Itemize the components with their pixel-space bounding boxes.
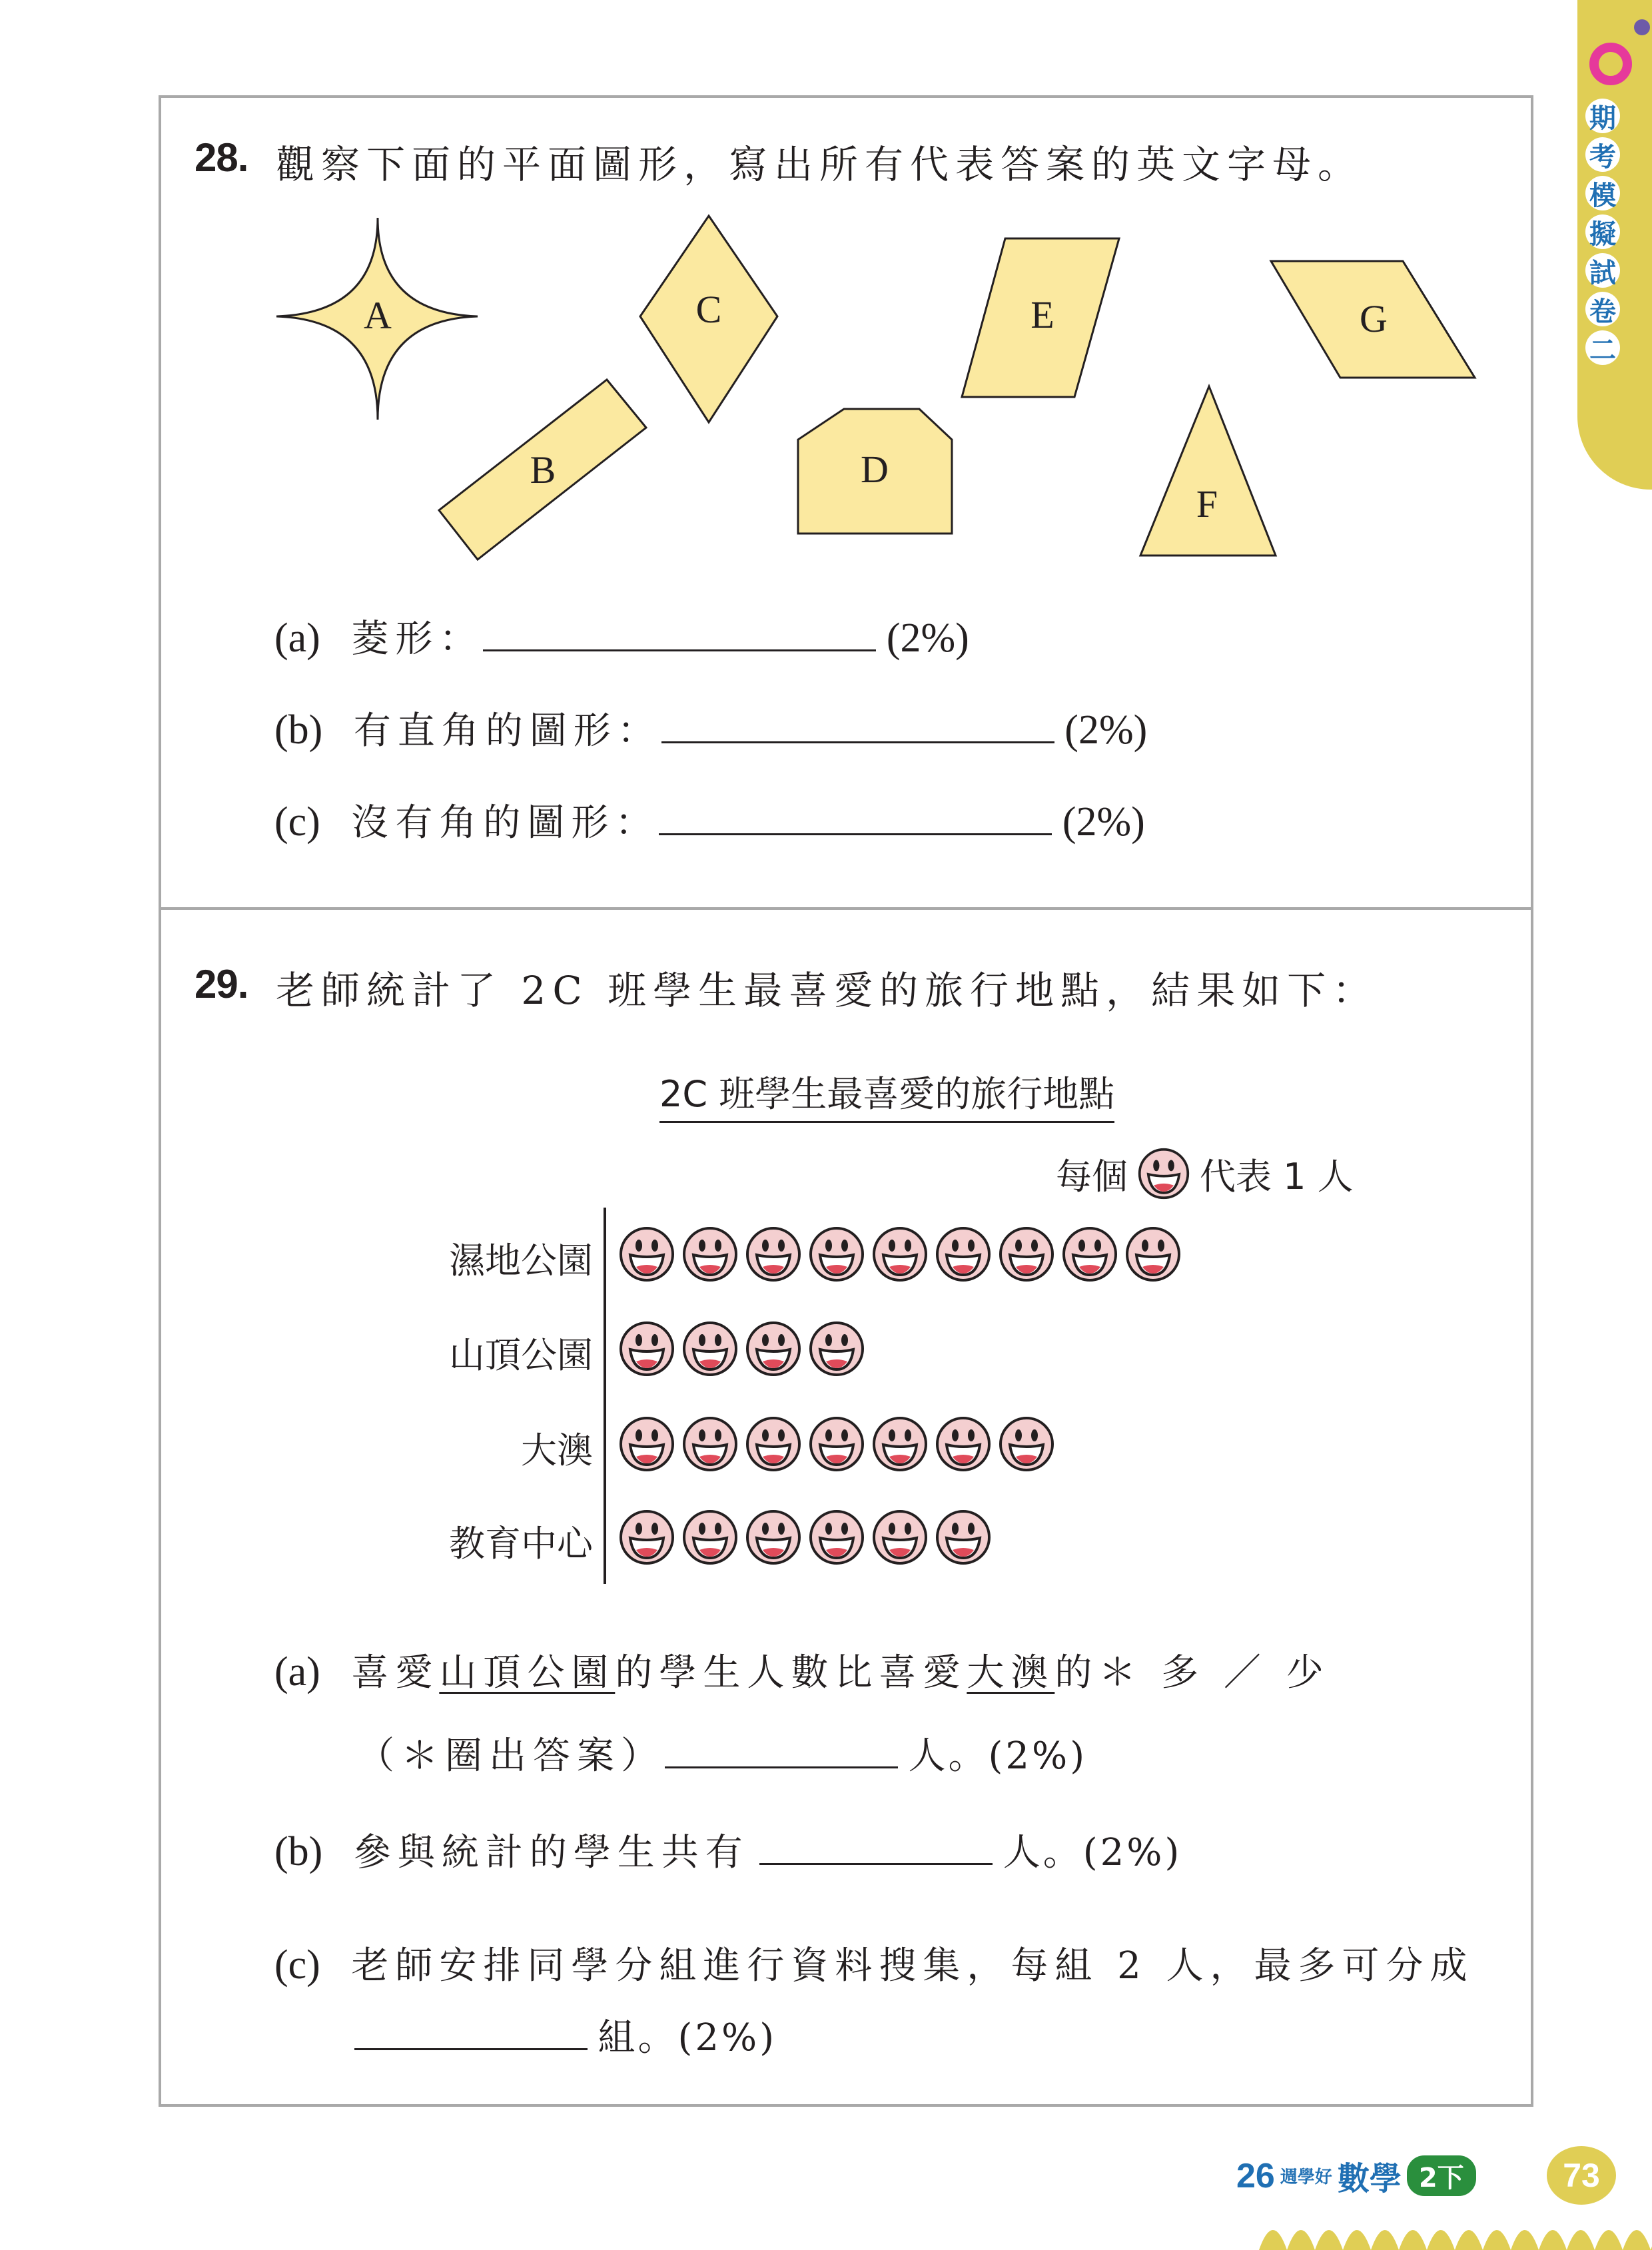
q29-item-a-line2: （＊圈出答案） 人。(2%) xyxy=(357,1726,1087,1780)
chart-title: 2C 班學生最喜愛的旅行地點 xyxy=(659,1066,1114,1123)
shape-label-d: D xyxy=(861,448,889,491)
page-number: 73 xyxy=(1547,2146,1616,2205)
q29-item-c: (c) 老師安排同學分組進行資料搜集，每組 2 人，最多可分成 xyxy=(274,1942,1474,1988)
smiley-icon xyxy=(618,1415,675,1473)
category-label: 大澳 xyxy=(521,1429,593,1471)
pictogram-row xyxy=(618,1226,1182,1283)
smiley-icon xyxy=(808,1226,865,1283)
side-tab-char: 試 xyxy=(1585,253,1620,288)
smiley-icon xyxy=(871,1509,929,1566)
smiley-icon xyxy=(681,1226,739,1283)
shape-label-f: F xyxy=(1196,482,1218,526)
footer-wave xyxy=(1259,2210,1652,2250)
side-tab-char: 模 xyxy=(1585,176,1620,210)
answer-blank-29c[interactable] xyxy=(354,2011,588,2050)
smiley-icon xyxy=(618,1509,675,1566)
category-label: 教育中心 xyxy=(449,1523,593,1565)
smiley-icon xyxy=(871,1415,929,1473)
legend-prefix: 每個 xyxy=(1056,1155,1128,1198)
shape-label-g: G xyxy=(1360,297,1388,340)
answer-blank-28b[interactable] xyxy=(661,704,1054,743)
section-divider xyxy=(159,907,1533,910)
smiley-icon xyxy=(871,1226,929,1283)
category-label: 山頂公園 xyxy=(449,1334,593,1376)
answer-blank-28a[interactable] xyxy=(483,612,876,651)
smiley-icon xyxy=(998,1415,1055,1473)
q28-number: 28. xyxy=(195,135,248,180)
smiley-icon xyxy=(745,1226,802,1283)
answer-blank-29b[interactable] xyxy=(759,1826,993,1865)
smiley-icon xyxy=(998,1226,1055,1283)
smiley-icon xyxy=(808,1509,865,1566)
chart-legend xyxy=(1056,1147,1354,1200)
smiley-icon xyxy=(618,1320,675,1377)
smiley-icon xyxy=(808,1415,865,1473)
smiley-icon xyxy=(935,1226,992,1283)
answer-blank-28c[interactable] xyxy=(659,796,1052,835)
shape-label-a: A xyxy=(364,294,392,337)
q29-item-c-line2: 組。(2%) xyxy=(354,2008,777,2062)
q29-item-b: (b) 參與統計的學生共有 人。(2%) xyxy=(274,1823,1182,1876)
smiley-icon xyxy=(618,1226,675,1283)
pictogram-row xyxy=(618,1509,992,1566)
side-tab-char: 二 xyxy=(1585,330,1620,365)
pictogram-row xyxy=(618,1320,865,1377)
smiley-icon xyxy=(808,1320,865,1377)
smiley-icon xyxy=(681,1509,739,1566)
pictogram-row xyxy=(618,1415,1055,1473)
side-tab-char: 考 xyxy=(1585,137,1620,172)
side-tab-char: 擬 xyxy=(1585,214,1620,249)
smiley-icon xyxy=(935,1415,992,1473)
legend-suffix: 代表 1 人 xyxy=(1200,1155,1354,1198)
q28-prompt: 觀察下面的平面圖形，寫出所有代表答案的英文字母。 xyxy=(276,142,1364,187)
smiley-icon xyxy=(745,1320,802,1377)
q28-item-b: (b) 有直角的圖形： (2%) xyxy=(274,701,1147,755)
q29-item-a: (a) 喜愛山頂公園的學生人數比喜愛大澳的＊ 多 ／ 少 xyxy=(274,1649,1330,1694)
footer-brand: 26 週學好 數學 2下 xyxy=(1236,2153,1476,2199)
shape-label-c: C xyxy=(695,288,722,331)
side-tab-char: 卷 xyxy=(1585,292,1620,326)
q29-prompt: 老師統計了 2C 班學生最喜愛的旅行地點，結果如下： xyxy=(276,968,1378,1013)
smiley-icon xyxy=(681,1415,739,1473)
q28-item-a: (a) 菱形： (2%) xyxy=(274,609,969,663)
q28-item-c: (c) 沒有角的圖形： (2%) xyxy=(274,793,1145,847)
smiley-icon xyxy=(745,1509,802,1566)
answer-blank-29a[interactable] xyxy=(665,1729,898,1768)
smiley-icon xyxy=(1124,1226,1182,1283)
smiley-icon xyxy=(1061,1226,1118,1283)
smiley-icon xyxy=(935,1509,992,1566)
shape-label-e: E xyxy=(1031,293,1054,336)
side-tab-char: 期 xyxy=(1585,99,1620,133)
chart-axis xyxy=(604,1208,606,1584)
q28-shapes xyxy=(0,0,1652,907)
shape-f-triangle xyxy=(1140,386,1276,556)
legend-smiley-icon xyxy=(1137,1147,1190,1200)
smiley-icon xyxy=(745,1415,802,1473)
q29-number: 29. xyxy=(195,962,248,1006)
shape-label-b: B xyxy=(530,448,556,492)
category-label: 濕地公園 xyxy=(449,1240,593,1282)
smiley-icon xyxy=(681,1320,739,1377)
